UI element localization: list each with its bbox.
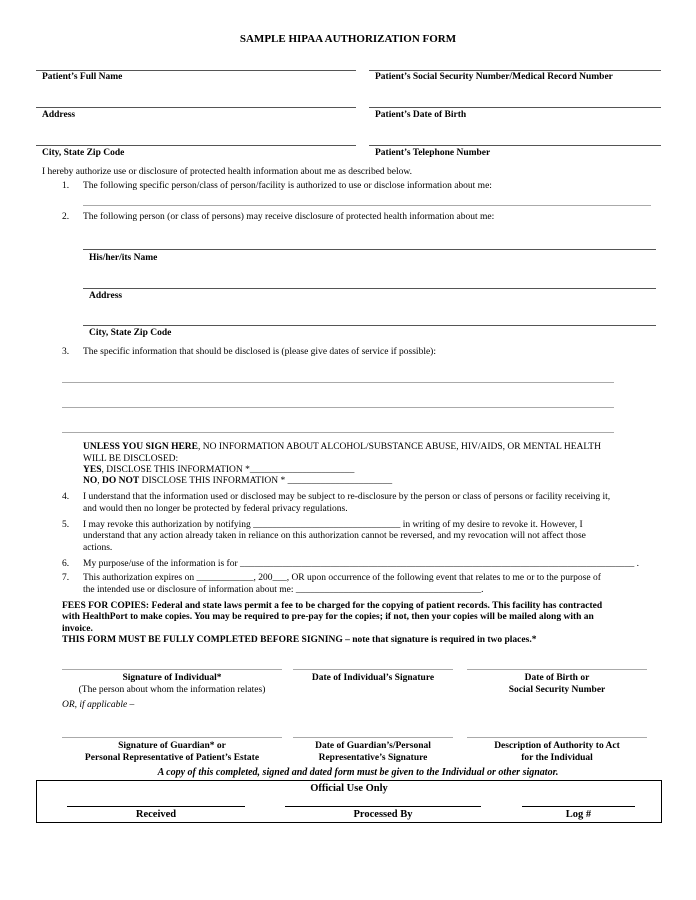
processed-line[interactable] <box>285 806 481 807</box>
ssn-label-2: Social Security Number <box>508 685 606 695</box>
received-line[interactable] <box>67 806 245 807</box>
item-5-number: 5. <box>62 520 70 530</box>
item-4-text-a: I understand that the information used or disclosed may be subject to re-disclosure by the person or class of persons or facility receiving it, <box>83 492 611 502</box>
yes-rest: , DISCLOSE THIS INFORMATION *______________________ <box>101 465 355 475</box>
copy-note: A copy of this completed, signed and dated form must be given to the Individual or other signator. <box>157 767 559 778</box>
dob-label: Patient’s Date of Birth <box>375 110 467 120</box>
dob-line[interactable] <box>369 107 661 108</box>
item-3-text: The specific information that should be disclosed is (please give dates of service if possible): <box>83 347 436 357</box>
address-line[interactable] <box>36 107 356 108</box>
log-line[interactable] <box>522 806 635 807</box>
ssn-label: Patient’s Social Security Number/Medical Record Number <box>375 72 613 82</box>
recipient-city-line[interactable] <box>83 325 656 326</box>
item-6-number: 6. <box>62 559 70 569</box>
official-use-title: Official Use Only <box>310 783 388 794</box>
recipient-address-line[interactable] <box>83 288 656 289</box>
dob-ssn-line[interactable] <box>467 669 647 670</box>
individual-signature-note: (The person about whom the information relates) <box>78 685 266 695</box>
patient-name-label: Patient’s Full Name <box>42 72 123 82</box>
yes-label: YES <box>83 465 102 475</box>
guardian-date-line[interactable] <box>293 737 453 738</box>
item-1-fill-line[interactable] <box>83 205 651 206</box>
recipient-city-label: City, State Zip Code <box>89 328 172 338</box>
fees-line-1: FEES FOR COPIES: Federal and state laws permit a fee to be charged for the copying of patient records. This facility has contracted <box>62 601 603 611</box>
item-4-text-b: and would then no longer be protected by federal privacy regulations. <box>83 504 348 514</box>
item-2-text: The following person (or class of persons) may receive disclosure of protected health information about me: <box>83 212 495 222</box>
warning-line-1 <box>83 441 601 453</box>
recipient-name-line[interactable] <box>83 249 656 250</box>
no-disclose-row[interactable] <box>83 475 392 487</box>
guardian-signature-line[interactable] <box>62 737 282 738</box>
item-2-number: 2. <box>62 212 70 222</box>
or-if-applicable: OR, if applicable – <box>62 700 135 710</box>
recipient-name-label: His/her/its Name <box>89 253 158 263</box>
item-1-text: The following specific person/class of person/facility is authorized to use or disclose information about me: <box>83 181 492 191</box>
authority-line[interactable] <box>467 737 647 738</box>
item-5-text-c: actions. <box>83 543 113 553</box>
city-line[interactable] <box>36 145 356 146</box>
item-7-number: 7. <box>62 573 70 583</box>
guardian-signature-label-2: Personal Representative of Patient’s Estate <box>84 753 260 763</box>
individual-date-line[interactable] <box>293 669 453 670</box>
processed-label: Processed By <box>353 809 413 820</box>
warning-bold: UNLESS YOU SIGN HERE <box>83 442 198 452</box>
dob-label-2: Date of Birth or <box>524 673 590 683</box>
item-1-number: 1. <box>62 181 70 191</box>
item-3-number: 3. <box>62 347 70 357</box>
individual-signature-line[interactable] <box>62 669 282 670</box>
log-label: Log # <box>565 809 592 820</box>
item-3-fill-line-1[interactable] <box>62 382 614 383</box>
do-not-label: DO NOT <box>102 476 140 486</box>
item-7-text-a: This authorization expires on ____________, 200___, OR upon occurrence of the following event that relates to me or to the purpose of <box>83 573 601 583</box>
received-label: Received <box>135 809 177 820</box>
page-title: SAMPLE HIPAA AUTHORIZATION FORM <box>239 33 457 45</box>
individual-signature-label: Signature of Individual* <box>122 673 222 683</box>
guardian-signature-label-1: Signature of Guardian* or <box>118 741 226 751</box>
individual-date-label: Date of Individual’s Signature <box>311 673 435 683</box>
fees-line-3: invoice. <box>62 624 93 634</box>
warning-rest: , NO INFORMATION ABOUT ALCOHOL/SUBSTANCE ABUSE, HIV/AIDS, OR MENTAL HEALTH <box>198 442 601 452</box>
item-6-text: My purpose/use of the information is for ___________________________________________________________________________________ . <box>83 559 639 569</box>
item-5-text-a: I may revoke this authorization by notifying _______________________________ in writing of my desire to revoke it. However, I <box>83 520 583 530</box>
complete-note: THIS FORM MUST BE FULLY COMPLETED BEFORE SIGNING – note that signature is required in two places.* <box>62 635 537 645</box>
city-label: City, State Zip Code <box>42 148 125 158</box>
warning-line-2: WILL BE DISCLOSED: <box>83 454 179 464</box>
intro-text: I hereby authorize use or disclosure of protected health information about me as described below. <box>42 167 413 177</box>
item-7-text-b: the intended use or disclosure of information about me: _______________________________________. <box>83 585 484 595</box>
phone-label: Patient’s Telephone Number <box>375 148 491 158</box>
item-3-fill-line-3[interactable] <box>62 432 614 433</box>
address-label: Address <box>42 110 76 120</box>
authority-label-1: Description of Authority to Act <box>494 741 620 751</box>
fees-line-2: with HealthPort to make copies. You may be required to pre-pay for the copies; if not, then your copies will be mailed along with an <box>62 612 594 622</box>
guardian-date-label-1: Date of Guardian’s/Personal <box>315 741 431 751</box>
item-5-text-b: understand that any action already taken in reliance on this authorization cannot be reversed, and my revocation will not affect those <box>83 531 586 541</box>
guardian-date-label-2: Representative’s Signature <box>318 753 428 763</box>
authority-label-2: for the Individual <box>521 753 593 763</box>
no-label: NO <box>83 476 98 486</box>
no-sep: , <box>97 476 102 486</box>
recipient-address-label: Address <box>89 291 123 301</box>
phone-line[interactable] <box>369 145 661 146</box>
no-rest: DISCLOSE THIS INFORMATION * ______________________ <box>139 476 393 486</box>
item-3-fill-line-2[interactable] <box>62 407 614 408</box>
item-4-number: 4. <box>62 492 70 502</box>
